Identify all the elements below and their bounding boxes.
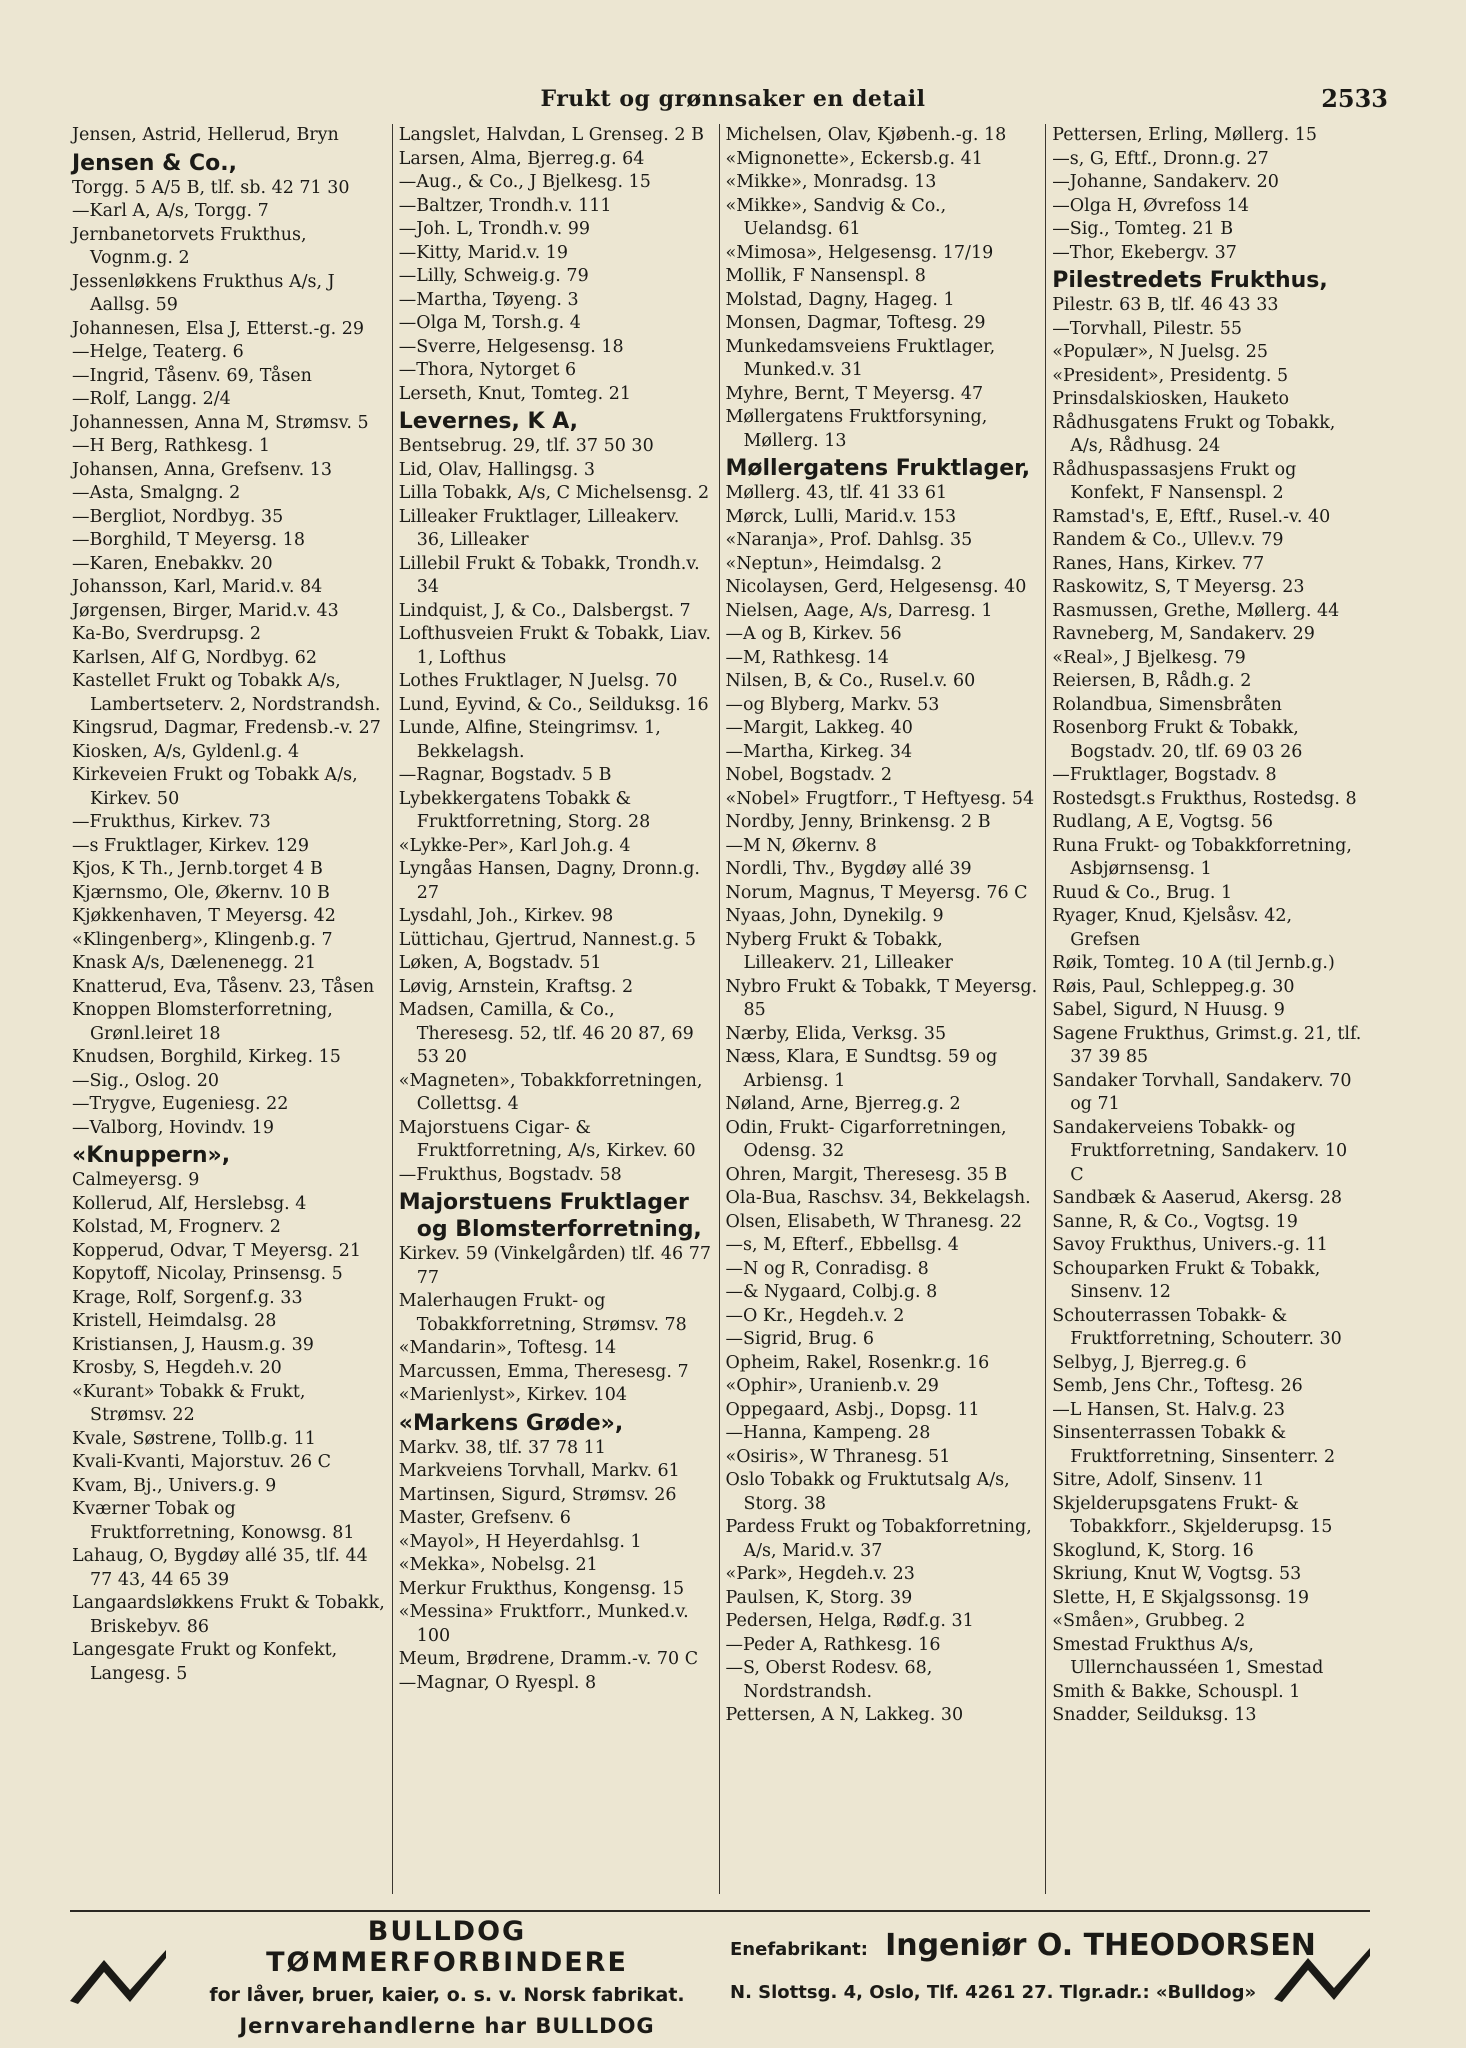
directory-entry: Sanne, R, & Co., Vogtsg. 19 [1052, 1211, 1298, 1232]
directory-entry: —Olga H, Øvrefoss 14 [1052, 195, 1250, 216]
directory-entry: Jensen, Astrid, Hellerud, Bryn [72, 125, 339, 145]
directory-entry: —Margit, Lakkeg. 40 [725, 718, 913, 738]
directory-entry: Ranes, Hans, Kirkev. 77 [1052, 553, 1265, 574]
directory-entry: Jernbanetorvets Frukthus, Vognm.g. 2 [72, 224, 307, 268]
directory-entry: Markveiens Torvhall, Markv. 61 [398, 1461, 680, 1481]
directory-entry: «Real», J Bjelkesg. 79 [1052, 647, 1246, 668]
directory-entry: «Mayol», H Heyerdahlsg. 1 [398, 1531, 642, 1552]
directory-entry: Ramstad's, E, Eftf., Rusel.-v. 40 [1052, 506, 1331, 527]
directory-entry: —og Blyberg, Markv. 53 [725, 694, 940, 715]
directory-entry: «Naranja», Prof. Dahlsg. 35 [725, 530, 973, 550]
directory-entry: Kirkeveien Frukt og Tobakk A/s, Kirkev. 50 [72, 765, 358, 809]
directory-entry: —Borghild, T Meyersg. 18 [72, 530, 305, 550]
directory-entry: —M N, Økernv. 8 [725, 835, 877, 856]
directory-entry: «Kurant» Tobakk & Frukt, Strømsv. 22 [72, 1381, 306, 1425]
directory-entry: Lindquist, J, & Co., Dalsbergst. 7 [398, 600, 691, 621]
directory-entry: Kirkev. 59 (Vinkelgården) tlf. 46 77 77 [398, 1244, 712, 1288]
directory-entry: Oslo Tobakk og Fruktutsalg A/s, Storg. 38 [725, 1470, 1010, 1514]
directory-entry: —N og R, Conradisg. 8 [725, 1258, 929, 1279]
directory-entry: Sandaker Torvhall, Sandakerv. 70 og 71 [1052, 1070, 1352, 1114]
directory-entry: —Magnar, O Ryespl. 8 [398, 1672, 597, 1693]
directory-entry: Sabel, Sigurd, N Huusg. 9 [1052, 1000, 1285, 1020]
directory-entry: —Bergliot, Nordbyg. 35 [72, 506, 284, 527]
directory-entry: Majorstuens Fruktlager og Blomsterforretning, [398, 1190, 702, 1242]
directory-entry: Lybekkergatens Tobakk & Fruktforretning, Storg. 28 [398, 788, 651, 832]
manufacturer-label: Enefabrikant: [730, 1939, 868, 1960]
directory-entry: Slette, H, E Skjalgssonsg. 19 [1052, 1587, 1310, 1608]
directory-entry: —Sig., Oslog. 20 [72, 1070, 220, 1091]
directory-entry: Skjelderupsgatens Frukt- & Tobakkforr., Skjelderupsg. 15 [1052, 1493, 1333, 1537]
directory-entry: Nyberg Frukt & Tobakk, Lilleakerv. 21, Lilleaker [725, 929, 953, 973]
directory-column-2 [393, 124, 720, 1894]
directory-entry: —Frukthus, Kirkev. 73 [72, 812, 271, 832]
directory-entry: Kværner Tobak og Fruktforretning, Konowsg. 81 [72, 1499, 355, 1543]
directory-entry: —Sigrid, Brug. 6 [725, 1329, 875, 1349]
directory-entry: Sinsenterrassen Tobakk & Fruktforretning, Sinsenterr. 2 [1052, 1423, 1336, 1467]
manufacturer-advert [730, 1916, 1370, 2020]
directory-entry: Ruud & Co., Brug. 1 [1052, 882, 1233, 903]
directory-entry: Larsen, Alma, Bjerreg.g. 64 [398, 148, 645, 169]
directory-entry: Johannesen, Elsa J, Etterst.-g. 29 [72, 318, 364, 339]
directory-entry: Semb, Jens Chr., Toftesg. 26 [1052, 1376, 1303, 1396]
directory-entry: Markv. 38, tlf. 37 78 11 [398, 1437, 606, 1458]
directory-entry: —Joh. L, Trondh.v. 99 [398, 219, 591, 239]
directory-entry: «President», Presidentg. 5 [1052, 365, 1289, 386]
page-title: Frukt og grønnsaker en detail [540, 86, 926, 112]
directory-entry: Pilestr. 63 B, tlf. 46 43 33 [1052, 295, 1279, 315]
directory-entry: Knoppen Blomsterforretning, Grønl.leiret 18 [72, 1000, 333, 1044]
directory-entry: Molstad, Dagny, Hageg. 1 [725, 289, 955, 310]
directory-entry: Majorstuens Cigar- & Fruktforretning, A/s, Kirkev. 60 [398, 1117, 696, 1161]
directory-entry: Kristell, Heimdalsg. 28 [72, 1311, 277, 1331]
directory-entry: Møllergatens Fruktforsyning, Møllerg. 13 [725, 407, 988, 451]
directory-entry: Monsen, Dagmar, Toftesg. 29 [725, 313, 986, 333]
directory-entry: —Karl A, A/s, Torgg. 7 [72, 201, 269, 221]
directory-entry: Pettersen, Erling, Møllerg. 15 [1052, 125, 1318, 145]
directory-entry: Runa Frukt- og Tobakkforretning, Asbjørnsensg. 1 [1052, 835, 1352, 879]
directory-entry: —Sverre, Helgesensg. 18 [398, 336, 624, 357]
directory-entry: Schouterrassen Tobakk- & Fruktforretning, Schouterr. 30 [1052, 1305, 1342, 1349]
directory-entry: Lilla Tobakk, A/s, C Michelsensg. 2 [398, 483, 710, 503]
directory-entry: —s, G, Eftf., Dronn.g. 27 [1052, 148, 1269, 169]
directory-entry: Rasmussen, Grethe, Møllerg. 44 [1052, 600, 1340, 621]
directory-entry: Løken, A, Bogstadv. 51 [398, 953, 602, 973]
directory-column-4 [1046, 124, 1372, 1894]
directory-entry: Nyaas, John, Dynekilg. 9 [725, 906, 944, 926]
directory-entry: Røik, Tomteg. 10 A (til Jernb.g.) [1052, 953, 1335, 973]
directory-entry: —Valborg, Hovindv. 19 [72, 1117, 274, 1138]
directory-entry: —Frukthus, Bogstadv. 58 [398, 1164, 622, 1185]
directory-entry: Jessenløkkens Frukthus A/s, J Aallsg. 59 [72, 271, 335, 315]
directory-entry: «Lykke-Per», Karl Joh.g. 4 [398, 835, 631, 856]
directory-entry: —Baltzer, Trondh.v. 111 [398, 195, 612, 216]
directory-entry: Kvali-Kvanti, Majorstuv. 26 C [72, 1452, 332, 1472]
directory-entry: Sandbæk & Aaserud, Akersg. 28 [1052, 1188, 1343, 1208]
directory-entry: Oppegaard, Asbj., Dopsg. 11 [725, 1399, 980, 1420]
directory-entry: «Knuppern», [72, 1143, 231, 1168]
directory-entry: Knudsen, Borghild, Kirkeg. 15 [72, 1047, 341, 1067]
directory-entry: Næss, Klara, E Sundtsg. 59 og Arbiensg. 1 [725, 1047, 998, 1091]
directory-entry: Opheim, Rakel, Rosenkr.g. 16 [725, 1352, 990, 1373]
directory-entry: Rolandbua, Simensbråten [1052, 694, 1282, 715]
directory-entry: Rudlang, A E, Vogtsg. 56 [1052, 812, 1274, 832]
directory-entry: Kristiansen, J, Hausm.g. 39 [72, 1334, 314, 1355]
directory-entry: —H Berg, Rathkesg. 1 [72, 436, 270, 456]
directory-entry: Merkur Frukthus, Kongensg. 15 [398, 1578, 685, 1599]
directory-entry: Nordby, Jenny, Brinkensg. 2 B [725, 812, 991, 832]
directory-entry: —Lilly, Schweig.g. 79 [398, 266, 589, 286]
directory-entry: —Aug., & Co., J Bjelkesg. 15 [398, 172, 651, 192]
directory-entry: «Ophir», Uranienb.v. 29 [725, 1376, 939, 1396]
directory-columns [66, 124, 1372, 1894]
directory-entry: Schouparken Frukt & Tobakk, Sinsenv. 12 [1052, 1258, 1321, 1302]
directory-entry: —Karen, Enebakkv. 20 [72, 553, 273, 574]
directory-entry: Karlsen, Alf G, Nordbyg. 62 [72, 647, 318, 668]
directory-entry: Lüttichau, Gjertrud, Nannest.g. 5 [398, 929, 697, 950]
directory-entry: Langslet, Halvdan, L Grenseg. 2 B [398, 125, 704, 145]
directory-entry: Sandakerveiens Tobakk- og Fruktforretning, Sandakerv. 10 C [1052, 1117, 1348, 1185]
directory-entry: Bentsebrug. 29, tlf. 37 50 30 [398, 436, 654, 456]
directory-entry: Mørck, Lulli, Marid.v. 153 [725, 506, 957, 527]
directory-entry: «Nobel» Frugtforr., T Heftyesg. 54 [725, 788, 1035, 809]
directory-entry: Munkedamsveiens Fruktlager, Munked.v. 31 [725, 336, 996, 380]
directory-entry: «Mikke», Monradsg. 13 [725, 172, 937, 192]
directory-entry: —Olga M, Torsh.g. 4 [398, 313, 581, 333]
directory-entry: Ka-Bo, Sverdrupsg. 2 [72, 624, 262, 644]
directory-entry: Lund, Eyvind, & Co., Seilduksg. 16 [398, 694, 709, 715]
directory-entry: Lothes Fruktlager, N Juelsg. 70 [398, 671, 678, 691]
directory-entry: Nordli, Thv., Bygdøy allé 39 [725, 859, 972, 879]
directory-entry: Randem & Co., Ullev.v. 79 [1052, 530, 1284, 550]
directory-entry: Knask A/s, Dælenenegg. 21 [72, 953, 317, 973]
directory-entry: —s, M, Efterf., Ebbellsg. 4 [725, 1235, 959, 1255]
directory-entry: Ohren, Margit, Theresesg. 35 B [725, 1164, 1008, 1185]
directory-entry: Nybro Frukt & Tobakk, T Meyersg. 85 [725, 976, 1038, 1020]
directory-entry: Levernes, K A, [398, 409, 578, 434]
directory-entry: Røis, Paul, Schleppeg.g. 30 [1052, 976, 1295, 997]
directory-entry: «Mimosa», Helgesensg. 17/19 [725, 242, 994, 263]
directory-entry: —Asta, Smalgng. 2 [72, 483, 241, 503]
directory-entry: Olsen, Elisabeth, W Thranesg. 22 [725, 1211, 1023, 1232]
directory-entry: «Mekka», Nobelsg. 21 [398, 1555, 598, 1575]
directory-entry: Pilestredets Frukthus, [1052, 268, 1328, 293]
directory-entry: Martinsen, Sigurd, Strømsv. 26 [398, 1484, 677, 1505]
directory-entry: Kingsrud, Dagmar, Fredensb.-v. 27 [72, 718, 381, 738]
directory-entry: Nøland, Arne, Bjerreg.g. 2 [725, 1094, 961, 1114]
directory-entry: Johansen, Anna, Grefsenv. 13 [72, 459, 332, 480]
directory-entry: Skoglund, K, Storg. 16 [1052, 1540, 1254, 1561]
directory-entry: —Peder A, Rathkesg. 16 [725, 1634, 941, 1655]
directory-entry: —& Nygaard, Colbj.g. 8 [725, 1282, 938, 1302]
directory-entry: Myhre, Bernt, T Meyersg. 47 [725, 383, 984, 404]
directory-entry: Rosenborg Frukt & Tobakk, Bogstadv. 20, tlf. 69 03 26 [1052, 718, 1303, 762]
bulldog-advert [70, 1916, 710, 2038]
directory-entry: «Messina» Fruktforr., Munked.v. 100 [398, 1602, 689, 1646]
directory-entry: Ravneberg, M, Sandakerv. 29 [1052, 624, 1315, 644]
directory-entry: Knatterud, Eva, Tåsenv. 23, Tåsen [72, 976, 375, 997]
directory-entry: —Hanna, Kampeng. 28 [725, 1423, 931, 1443]
directory-entry: —s Fruktlager, Kirkev. 129 [72, 835, 309, 856]
directory-entry: Møllerg. 43, tlf. 41 33 61 [725, 483, 948, 503]
manufacturer-name: Ingeniør O. THEODORSEN [885, 1928, 1316, 1963]
directory-entry: Savoy Frukthus, Univers.-g. 11 [1052, 1235, 1328, 1255]
directory-entry: Nicolaysen, Gerd, Helgesensg. 40 [725, 577, 1027, 597]
directory-entry: —S, Oberst Rodesv. 68, Nordstrandsh. [725, 1658, 933, 1702]
directory-entry: «Marienlyst», Kirkev. 104 [398, 1385, 628, 1405]
directory-entry: «Magneten», Tobakkforretningen, Collettsg. 4 [398, 1070, 703, 1114]
directory-entry: —Helge, Teaterg. 6 [72, 342, 244, 362]
directory-entry: Lillebil Frukt & Tobakk, Trondh.v. 34 [398, 553, 700, 597]
directory-entry: —Rolf, Langg. 2/4 [72, 389, 231, 409]
directory-entry: —Martha, Kirkeg. 34 [725, 741, 913, 762]
directory-entry: Torgg. 5 A/5 B, tlf. sb. 42 71 30 [72, 177, 350, 198]
bulldog-logo-icon [70, 1946, 166, 2008]
directory-entry: Reiersen, B, Rådh.g. 2 [1052, 671, 1252, 691]
directory-entry: Paulsen, K, Storg. 39 [725, 1587, 913, 1608]
directory-entry: Lyngåas Hansen, Dagny, Dronn.g. 27 [398, 859, 700, 903]
directory-entry: Lerseth, Knut, Tomteg. 21 [398, 383, 632, 404]
directory-entry: «Mignonette», Eckersb.g. 41 [725, 148, 983, 169]
directory-entry: Madsen, Camilla, & Co., Theresesg. 52, tlf. 46 20 87, 69 53 20 [398, 1000, 694, 1067]
directory-entry: Rådhusgatens Frukt og Tobakk, A/s, Rådhusg. 24 [1052, 412, 1336, 456]
directory-entry: —Ragnar, Bogstadv. 5 B [398, 765, 612, 785]
directory-entry: Johannessen, Anna M, Strømsv. 5 [72, 412, 369, 433]
directory-entry: Nobel, Bogstadv. 2 [725, 765, 892, 785]
directory-entry: Jørgensen, Birger, Marid.v. 43 [72, 600, 339, 621]
directory-entry: Langesgate Frukt og Konfekt, Langesg. 5 [72, 1640, 338, 1684]
directory-entry: Calmeyersg. 9 [72, 1170, 200, 1190]
directory-entry: —Sig., Tomteg. 21 B [1052, 219, 1234, 239]
directory-entry: Pedersen, Helga, Rødf.g. 31 [725, 1611, 974, 1631]
directory-entry: Lahaug, O, Bygdøy allé 35, tlf. 44 77 43, 44 65 39 [72, 1546, 368, 1590]
directory-entry: Langaardsløkkens Frukt & Tobakk, Briskebyv. 86 [72, 1593, 385, 1637]
directory-entry: Jensen & Co., [72, 150, 237, 176]
page-number: 2533 [1321, 84, 1388, 113]
directory-entry: Smith & Bakke, Schouspl. 1 [1052, 1681, 1301, 1702]
directory-entry: Kvam, Bj., Univers.g. 9 [72, 1475, 277, 1496]
directory-entry: —Johanne, Sandakerv. 20 [1052, 172, 1279, 192]
directory-entry: Pardess Frukt og Tobakforretning, A/s, Marid.v. 37 [725, 1517, 1032, 1561]
directory-entry: —Kitty, Marid.v. 19 [398, 242, 568, 263]
directory-entry: Lilleaker Fruktlager, Lilleakerv. 36, Lilleaker [398, 506, 680, 550]
directory-entry: Johansson, Karl, Marid.v. 84 [72, 577, 323, 597]
directory-entry: —Fruktlager, Bogstadv. 8 [1052, 765, 1277, 785]
directory-entry: Michelsen, Olav, Kjøbenh.-g. 18 [725, 125, 1007, 145]
directory-entry: «Neptun», Heimdalsg. 2 [725, 553, 942, 574]
advert-line-2: Jernvarehandlerne har BULLDOG [239, 2014, 655, 2038]
directory-entry: Norum, Magnus, T Meyersg. 76 C [725, 882, 1028, 903]
bulldog-logo-icon [1274, 1944, 1370, 2006]
directory-entry: Kolstad, M, Frognerv. 2 [72, 1217, 281, 1237]
directory-entry: Prinsdalskiosken, Hauketo [1052, 389, 1290, 409]
directory-entry: Krage, Rolf, Sorgenf.g. 33 [72, 1287, 303, 1308]
directory-entry: Nilsen, B, & Co., Rusel.v. 60 [725, 671, 976, 691]
directory-entry: Lid, Olav, Hallingsg. 3 [398, 459, 596, 480]
directory-entry: Løvig, Arnstein, Kraftsg. 2 [398, 976, 634, 997]
directory-entry: «Mikke», Sandvig & Co., Uelandsg. 61 [725, 195, 947, 239]
directory-entry: Selbyg, J, Bjerreg.g. 6 [1052, 1352, 1247, 1373]
directory-entry: Marcussen, Emma, Theresesg. 7 [398, 1361, 689, 1382]
directory-entry: Nærby, Elida, Verksg. 35 [725, 1023, 947, 1044]
directory-entry: Raskowitz, S, T Meyersg. 23 [1052, 577, 1305, 597]
directory-entry: Møllergatens Fruktlager, [725, 456, 1031, 481]
directory-entry: Kjærnsmo, Ole, Økernv. 10 B [72, 882, 330, 903]
directory-entry: Mollik, F Nansenspl. 8 [725, 266, 926, 286]
directory-entry: Kastellet Frukt og Tobakk A/s, Lambertseterv. 2, Nordstrandsh. [72, 671, 381, 715]
directory-entry: Ola-Bua, Raschsv. 34, Bekkelagsh. [725, 1188, 1031, 1208]
directory-entry: Rostedsgt.s Frukthus, Rostedsg. 8 [1052, 788, 1357, 809]
directory-entry: Kiosken, A/s, Gyldenl.g. 4 [72, 741, 300, 762]
directory-entry: Kopperud, Odvar, T Meyersg. 21 [72, 1240, 361, 1261]
directory-entry: Malerhaugen Frukt- og Tobakkforretning, Strømsv. 78 [398, 1291, 687, 1335]
directory-entry: «Klingenberg», Klingenb.g. 7 [72, 929, 333, 950]
directory-entry: «Markens Grøde», [398, 1410, 624, 1436]
directory-entry: «Mandarin», Toftesg. 14 [398, 1338, 617, 1358]
directory-entry: —M, Rathkesg. 14 [725, 647, 889, 668]
directory-entry: —O Kr., Hegdeh.v. 2 [725, 1305, 905, 1326]
manufacturer-address: N. Slottsg. 4, Oslo, Tlf. 4261 27. Tlgr.adr.: «Bulldog» [730, 1982, 1257, 2003]
directory-column-3 [720, 124, 1047, 1894]
directory-entry: Pettersen, A N, Lakkeg. 30 [725, 1705, 964, 1725]
directory-entry: Krosby, S, Hegdeh.v. 20 [72, 1358, 282, 1378]
directory-entry: Lunde, Alfine, Steingrimsv. 1, Bekkelagsh. [398, 718, 661, 762]
directory-entry: Nielsen, Aage, A/s, Darresg. 1 [725, 600, 993, 621]
advert-line-1: for låver, bruer, kaier, o. s. v. Norsk fabrikat. [209, 1984, 685, 2006]
directory-entry: Sitre, Adolf, Sinsenv. 11 [1052, 1470, 1265, 1490]
directory-entry: Rådhuspassasjens Frukt og Konfekt, F Nansenspl. 2 [1052, 459, 1297, 503]
directory-entry: Master, Grefsenv. 6 [398, 1508, 571, 1528]
directory-entry: —Torvhall, Pilestr. 55 [1052, 318, 1243, 339]
directory-entry: Smestad Frukthus A/s, Ullernchausséen 1, Smestad [1052, 1634, 1324, 1678]
directory-entry: Meum, Brødrene, Dramm.-v. 70 C [398, 1649, 699, 1669]
directory-entry: Lysdahl, Joh., Kirkev. 98 [398, 906, 614, 926]
directory-entry: Lofthusveien Frukt & Tobakk, Liav. 1, Lofthus [398, 624, 711, 668]
directory-entry: —A og B, Kirkev. 56 [725, 624, 902, 644]
directory-entry: Kopytoff, Nicolay, Prinsensg. 5 [72, 1264, 343, 1284]
directory-entry: —Trygve, Eugeniesg. 22 [72, 1094, 289, 1114]
directory-entry: Kjøkkenhaven, T Meyersg. 42 [72, 906, 336, 926]
directory-entry: «Populær», N Juelsg. 25 [1052, 342, 1268, 362]
directory-entry: «Osiris», W Thranesg. 51 [725, 1446, 951, 1467]
directory-entry: Ryager, Knud, Kjelsåsv. 42, Grefsen [1052, 906, 1293, 950]
directory-entry: —Thora, Nytorget 6 [398, 360, 577, 380]
directory-entry: —Ingrid, Tåsenv. 69, Tåsen [72, 365, 312, 386]
directory-entry: Skriung, Knut W, Vogtsg. 53 [1052, 1564, 1302, 1584]
directory-entry: Sagene Frukthus, Grimst.g. 21, tlf. 37 39 85 [1052, 1023, 1362, 1067]
directory-column-1 [66, 124, 393, 1894]
directory-entry: Odin, Frukt- Cigarforretningen, Odensg. 32 [725, 1117, 1007, 1161]
directory-entry: —Thor, Ekebergv. 37 [1052, 242, 1237, 263]
advertisement-banner [70, 1910, 1370, 2038]
directory-entry: Kjos, K Th., Jernb.torget 4 B [72, 859, 323, 879]
directory-entry: —Martha, Tøyeng. 3 [398, 289, 579, 310]
directory-entry: «Park», Hegdeh.v. 23 [725, 1564, 915, 1584]
directory-entry: Kollerud, Alf, Herslebsg. 4 [72, 1193, 307, 1214]
advert-heading: BULLDOG TØMMERFORBINDERE [266, 1916, 628, 1978]
directory-entry: Kvale, Søstrene, Tollb.g. 11 [72, 1428, 316, 1449]
directory-entry: Snadder, Seilduksg. 13 [1052, 1705, 1257, 1725]
directory-entry: —L Hansen, St. Halv.g. 23 [1052, 1399, 1286, 1420]
directory-entry: «Småen», Grubbeg. 2 [1052, 1611, 1246, 1631]
